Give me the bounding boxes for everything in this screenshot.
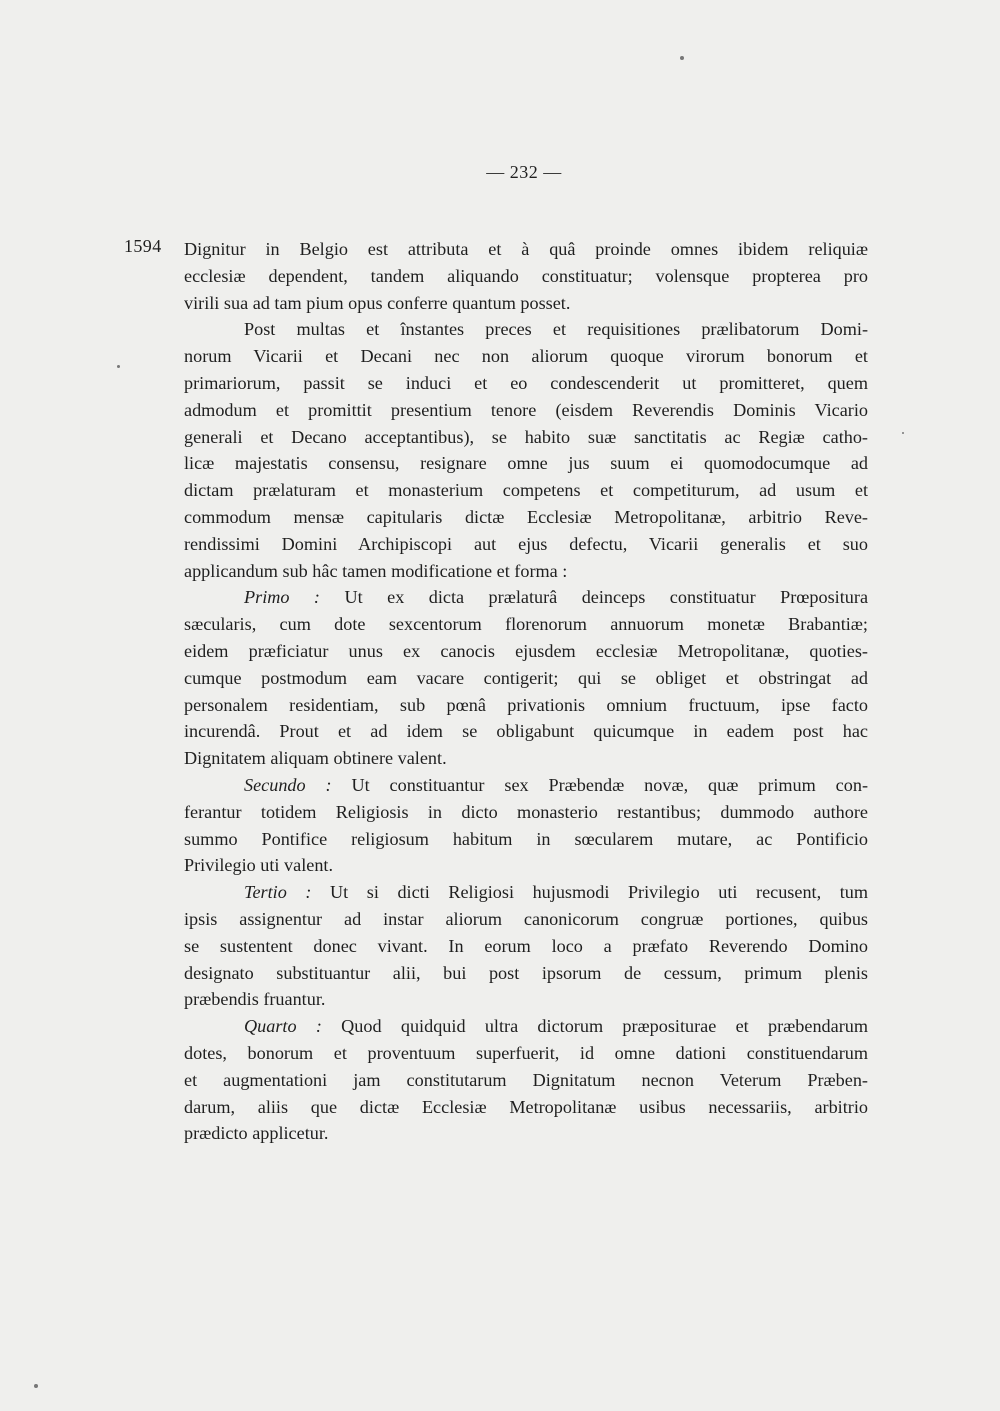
page-number: — 232 — bbox=[486, 162, 562, 182]
text-line: et augmentationi jam constitutarum Dignitatum necnon Veterum Præben- bbox=[184, 1069, 868, 1090]
text-line bbox=[184, 879, 868, 906]
paragraph-tertio bbox=[184, 879, 868, 1013]
text-run: Ut si dicti Religiosi hujusmodi Privilegio uti recusent, tum bbox=[330, 882, 869, 903]
text-line: Dignitur in Belgio est attributa et à quâ proinde omnes ibidem reliquiæ bbox=[184, 239, 868, 259]
text-line: sæcularis, cum dote sexcentorum florenorum annuorum monetæ Brabantiæ; bbox=[184, 614, 868, 635]
text-line: Dignitatem aliquam obtinere valent. bbox=[184, 748, 447, 769]
text-line: Privilegio uti valent. bbox=[184, 855, 334, 876]
scan-speck bbox=[902, 432, 904, 434]
paragraph-post-multas bbox=[184, 316, 868, 584]
text-line: generali et Decano acceptantibus), se habito suæ sanctitatis ac Regiæ catho- bbox=[184, 426, 868, 447]
text-line: admodum et promittit presentium tenore (eisdem Reverendis Dominis Vicario bbox=[184, 399, 868, 420]
text-line: applicandum sub hâc tamen modificatione et forma : bbox=[184, 560, 568, 581]
text-line: rendissimi Domini Archipiscopi aut ejus defectu, Vicarii generalis et suo bbox=[184, 533, 868, 554]
text-line: incurendâ. Prout et ad idem se obligabunt quicumque in eadem post hac bbox=[184, 721, 868, 742]
text-line: prædicto applicetur. bbox=[184, 1123, 329, 1144]
body-text bbox=[184, 236, 868, 1147]
scan-speck bbox=[680, 56, 684, 60]
text-line: summo Pontifice religiosum habitum in sœcularem mutare, ac Pontificio bbox=[184, 828, 868, 849]
paragraph-intro bbox=[184, 236, 868, 316]
text-line bbox=[184, 584, 868, 611]
text-line bbox=[184, 1013, 868, 1040]
paragraph-quarto bbox=[184, 1013, 868, 1147]
scan-speck bbox=[34, 1384, 38, 1388]
paragraph-primo bbox=[184, 584, 868, 772]
margin-year: 1594 bbox=[124, 236, 162, 256]
text-line: primariorum, passit se induci et eo condescenderit ut promitteret, quem bbox=[184, 372, 868, 393]
text-line: dotes, bonorum et proventuum superfuerit, id omne dationi constituendarum bbox=[184, 1042, 868, 1063]
text-line: licæ majestatis consensu, resignare omne jus suum ei quomodocumque ad bbox=[184, 453, 868, 474]
text-line: ipsis assignentur ad instar aliorum canonicorum congruæ portiones, quibus bbox=[184, 908, 868, 929]
scan-speck bbox=[117, 365, 120, 368]
text-line: virili sua ad tam pium opus conferre quantum posset. bbox=[184, 292, 571, 313]
text-line: præbendis fruantur. bbox=[184, 989, 326, 1010]
section-label: Quarto : bbox=[244, 1016, 322, 1037]
text-line: personalem residentiam, sub pœnâ privationis omnium fructuum, ipse facto bbox=[184, 694, 868, 715]
text-line: dictam prælaturam et monasterium competens et competiturum, ad usum et bbox=[184, 480, 868, 501]
text-line: designato substituantur alii, bui post ipsorum de cessum, primum plenis bbox=[184, 962, 868, 983]
text-line: darum, aliis que dictæ Ecclesiæ Metropolitanæ usibus necessariis, arbitrio bbox=[184, 1096, 868, 1117]
text-line: ecclesiæ dependent, tandem aliquando constituatur; volensque propterea pro bbox=[184, 265, 868, 286]
text-line: Post multas et înstantes preces et requisitiones prælibatorum Domi- bbox=[244, 319, 868, 340]
text-line: cumque postmodum eam vacare contigerit; qui se obliget et obstringat ad bbox=[184, 667, 868, 688]
text-line: commodum mensæ capitularis dictæ Ecclesiæ Metropolitanæ, arbitrio Reve- bbox=[184, 506, 868, 527]
text-line bbox=[184, 772, 868, 799]
text-line: ferantur totidem Religiosis in dicto monasterio restantibus; dummodo authore bbox=[184, 801, 868, 822]
paragraph-secundo bbox=[184, 772, 868, 879]
text-run: Quod quidquid ultra dictorum præpositurae et præbendarum bbox=[341, 1016, 869, 1037]
section-label: Primo : bbox=[244, 587, 320, 608]
section-label: Secundo : bbox=[244, 774, 332, 795]
text-run: Ut constituantur sex Præbendæ novæ, quæ primum con- bbox=[351, 774, 869, 795]
text-run: Ut ex dicta prælaturâ deinceps constituatur Prœpositura bbox=[344, 587, 869, 608]
text-line: norum Vicarii et Decani nec non aliorum quoque virorum bonorum et bbox=[184, 346, 868, 367]
section-label: Tertio : bbox=[244, 882, 312, 903]
text-line: eidem præficiatur unus ex canocis ejusdem ecclesiæ Metropolitanæ, quoties- bbox=[184, 640, 868, 661]
text-line: se sustentent donec vivant. In eorum loco a præfato Reverendo Domino bbox=[184, 935, 868, 956]
